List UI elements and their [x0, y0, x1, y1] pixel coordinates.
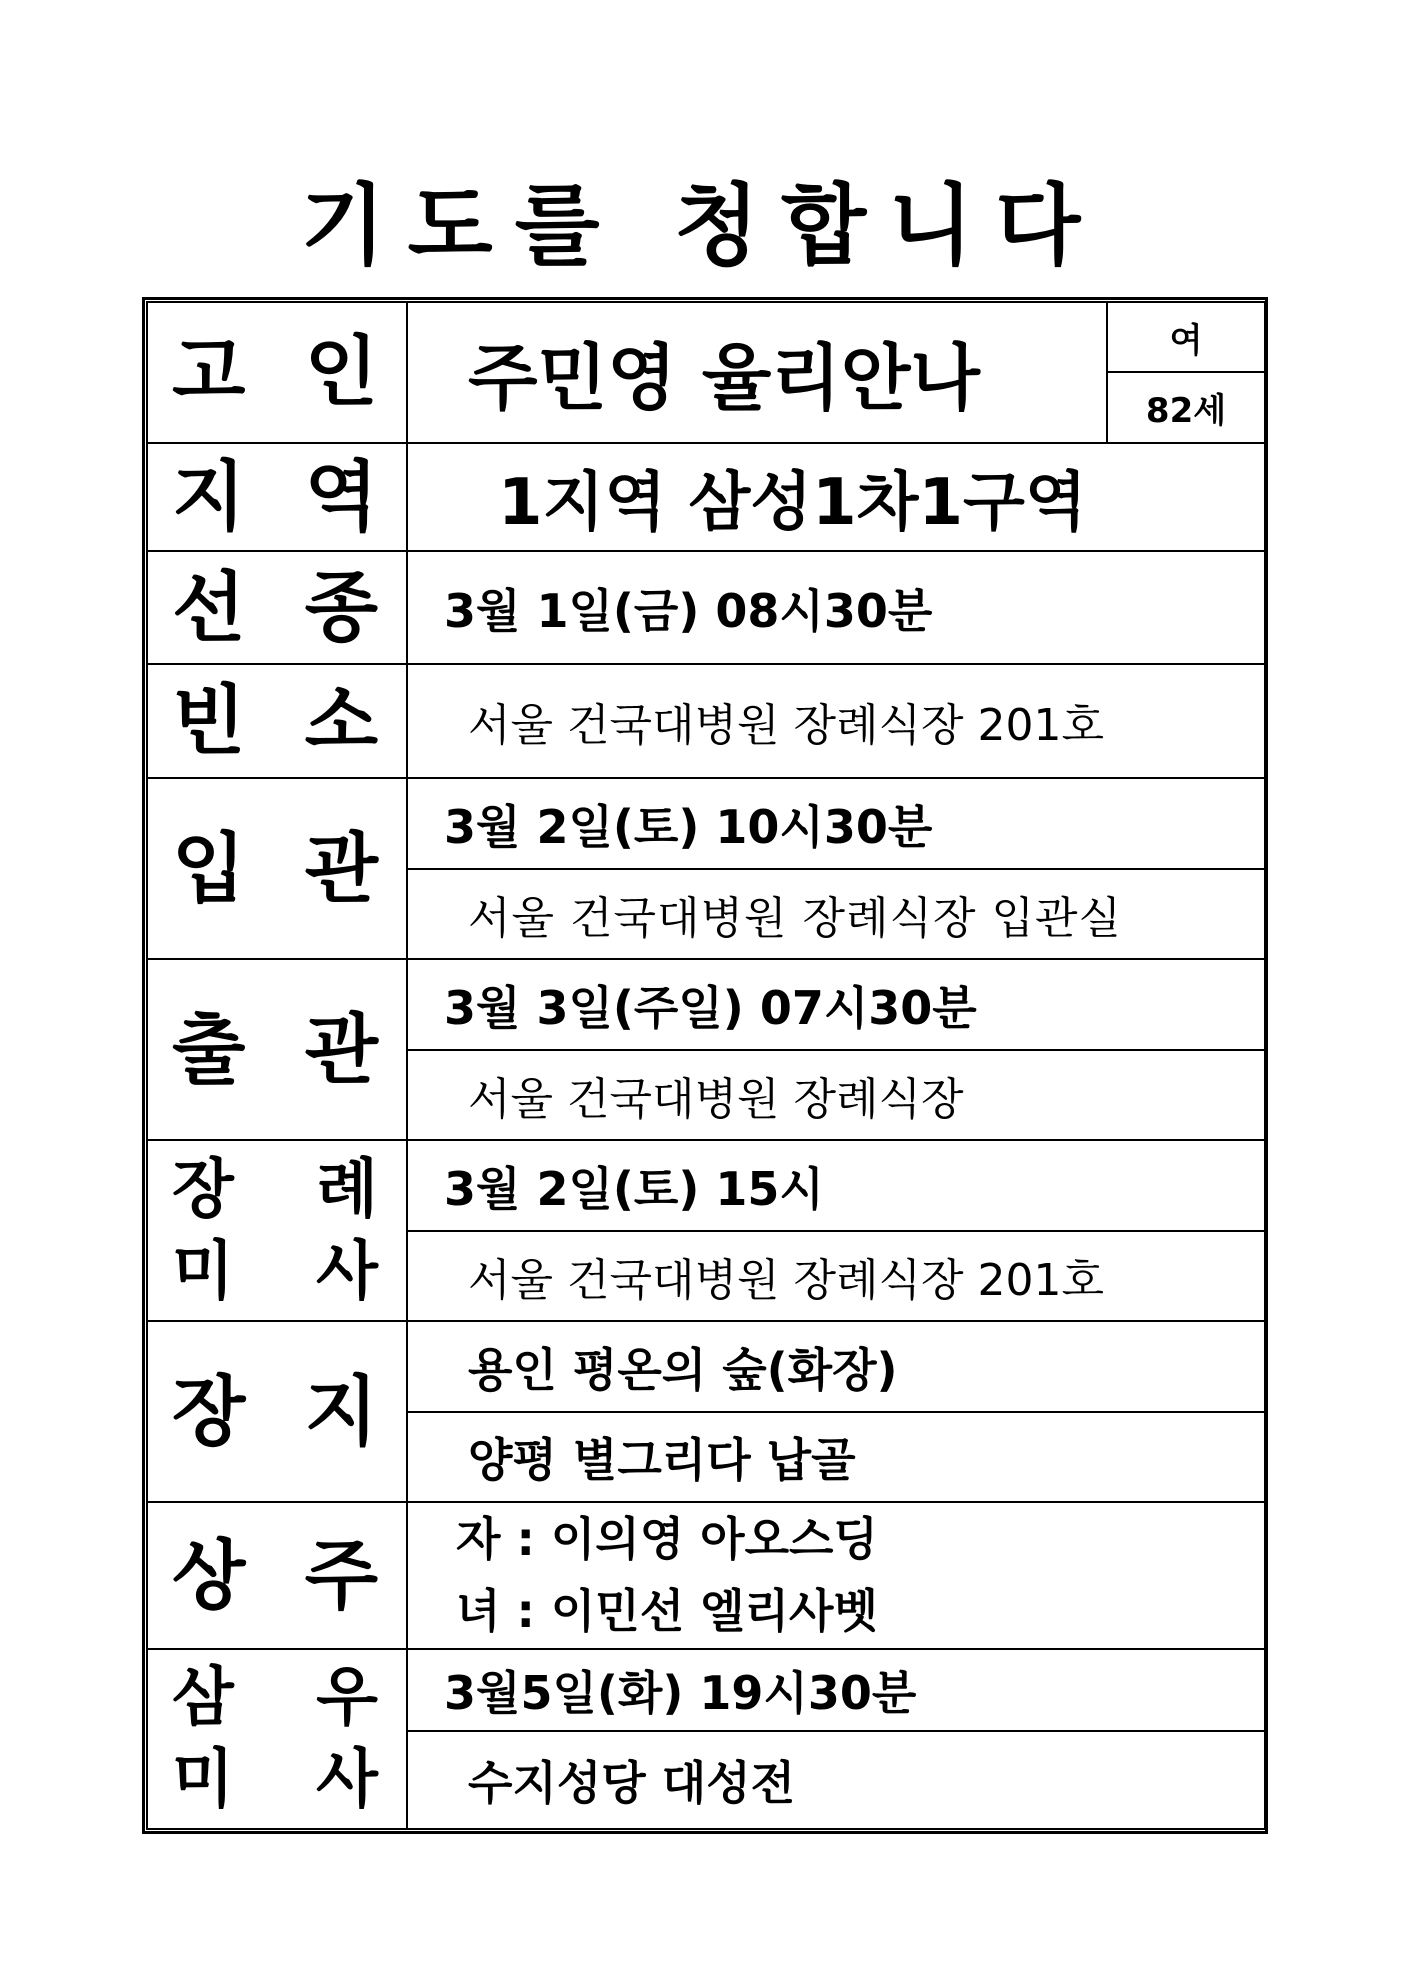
- label-mortuary: 빈 소: [147, 664, 407, 779]
- row-encoffining-time: [147, 778, 1265, 868]
- burial-line-1: 용인 평온의 숲(화장): [407, 1321, 1265, 1411]
- deceased-name: 주민영 율리안나: [407, 302, 1107, 443]
- third-day-mass-place: 수지성당 대성전: [407, 1731, 1265, 1829]
- encoffining-time: 3월 2일(토) 10시30분: [407, 778, 1265, 868]
- departure-place: 서울 건국대병원 장례식장: [407, 1050, 1265, 1140]
- row-burial-1: [147, 1321, 1265, 1411]
- row-death: [147, 551, 1265, 664]
- row-region: [147, 443, 1265, 552]
- departure-time: 3월 3일(주일) 07시30분: [407, 959, 1265, 1049]
- chief-mourner-list: [407, 1502, 1265, 1649]
- label-deceased: 고 인: [147, 302, 407, 443]
- label-region: 지 역: [147, 443, 407, 552]
- region-value: 1지역 삼성1차1구역: [407, 443, 1265, 552]
- row-departure-time: [147, 959, 1265, 1049]
- funeral-info-table: [146, 301, 1266, 1830]
- row-third-day-mass-time: [147, 1649, 1265, 1731]
- funeral-mass-place: 서울 건국대병원 장례식장 201호: [407, 1231, 1265, 1321]
- page-title: 기도를 청합니다: [300, 174, 1103, 277]
- row-funeral-mass-time: [147, 1140, 1265, 1230]
- chief-mourner-daughter: 녀 : 이민선 엘리사벳: [456, 1583, 878, 1638]
- label-death: 선 종: [147, 551, 407, 664]
- burial-line-2: 양평 별그리다 납골: [407, 1412, 1265, 1502]
- row-deceased: [147, 302, 1265, 372]
- label-third-day-mass: 삼 우 미 사: [147, 1649, 407, 1829]
- label-burial: 장 지: [147, 1321, 407, 1502]
- chief-mourner-son: 자 : 이의영 아오스딩: [456, 1512, 878, 1567]
- deceased-gender: 여: [1107, 302, 1265, 372]
- mortuary-place: 서울 건국대병원 장례식장 201호: [407, 664, 1265, 779]
- label-chief-mourner: 상 주: [147, 1502, 407, 1649]
- label-encoffining: 입 관: [147, 778, 407, 959]
- label-funeral-mass: 장 례 미 사: [147, 1140, 407, 1321]
- row-chief-mourner: [147, 1502, 1265, 1649]
- label-departure: 출 관: [147, 959, 407, 1140]
- encoffining-place: 서울 건국대병원 장례식장 입관실: [407, 869, 1265, 959]
- funeral-mass-time: 3월 2일(토) 15시: [407, 1140, 1265, 1230]
- death-datetime: 3월 1일(금) 08시30분: [407, 551, 1265, 664]
- row-mortuary: [147, 664, 1265, 779]
- third-day-mass-time: 3월5일(화) 19시30분: [407, 1649, 1265, 1731]
- deceased-age: 82세: [1107, 372, 1265, 442]
